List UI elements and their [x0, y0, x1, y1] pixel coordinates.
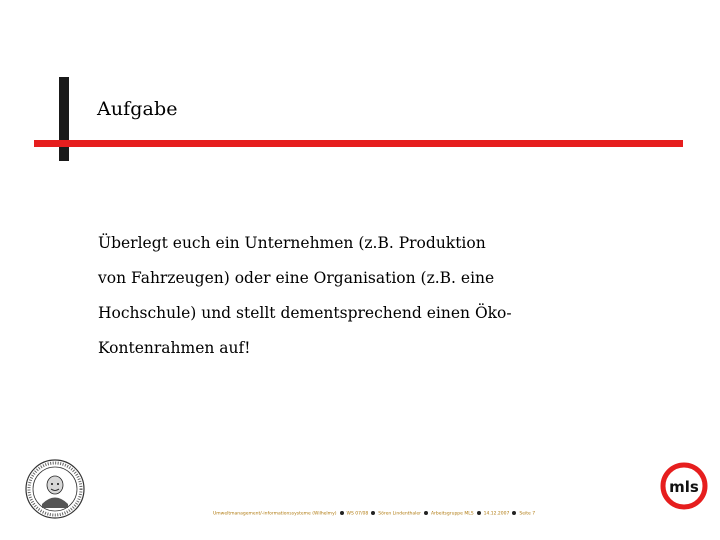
footer-course: Umweltmanagement/-informationssysteme (Wilhelmy) — [213, 511, 337, 517]
footer-date: 14.12.2007 — [483, 511, 510, 517]
footer-line — [213, 511, 535, 517]
footer-author: Sören Lindenthaler — [378, 511, 421, 517]
slide-title: Aufgabe — [97, 98, 178, 120]
footer-separator-icon — [340, 511, 344, 515]
footer-page: Seite 7 — [519, 511, 536, 517]
footer-group: Arbeitsgruppe MLS — [430, 511, 474, 517]
footer-separator-icon — [477, 511, 481, 515]
mls-logo-text: mls — [669, 478, 699, 496]
slide-body-text: Überlegt euch ein Unternehmen (z.B. Produktion von Fahrzeugen) oder eine Organisation (z.B. eine Hochschule) und stellt dementsprechend einen Öko-Kontenrahmen auf! — [98, 234, 512, 357]
title-underline-bar — [34, 140, 683, 147]
footer-separator-icon — [371, 511, 375, 515]
footer-separator-icon — [424, 511, 428, 515]
footer-separator-icon — [512, 511, 516, 515]
university-seal-icon — [24, 458, 86, 520]
footer-semester: WS 07/08 — [346, 511, 369, 517]
mls-logo-icon — [659, 461, 709, 511]
title-vertical-bar — [59, 77, 69, 161]
